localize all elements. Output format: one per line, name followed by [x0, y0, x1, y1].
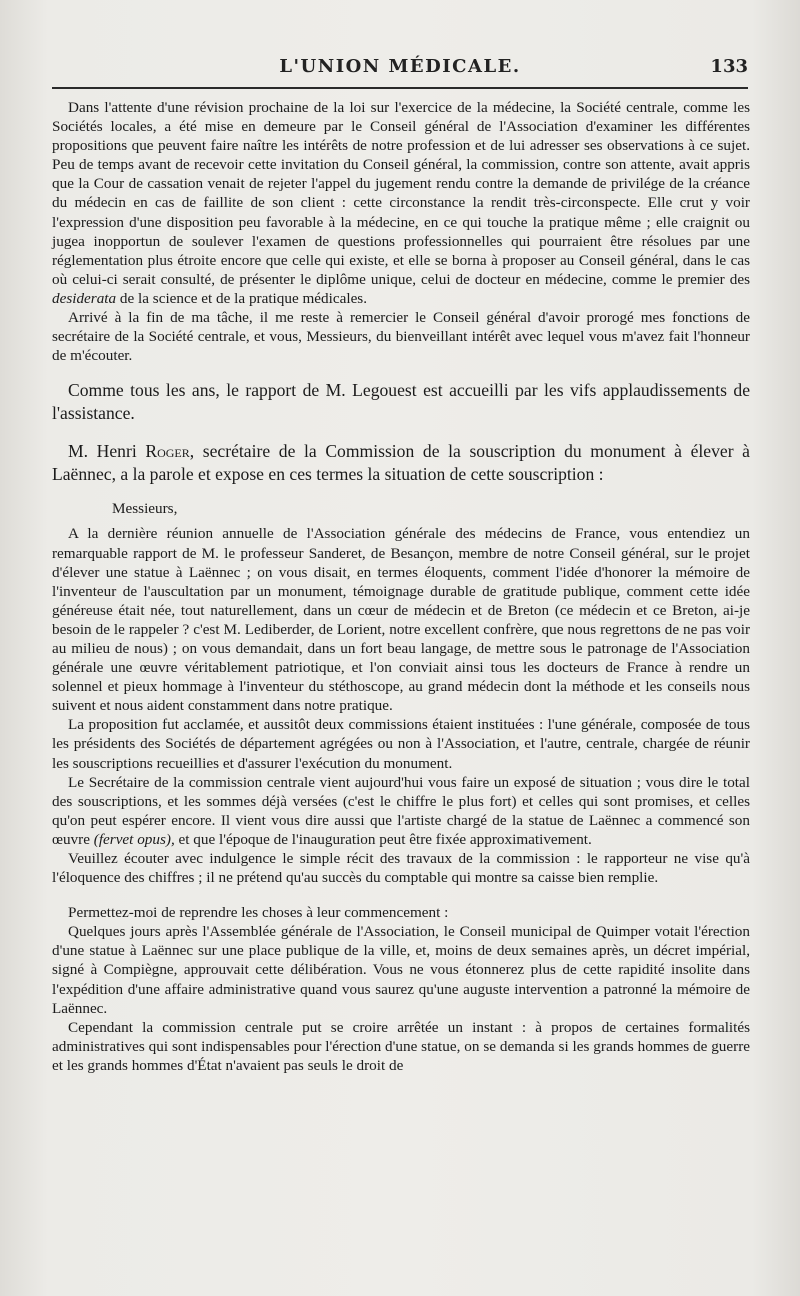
paragraph-text: , secrétaire de la Commission de la souscription du monument à élever à Laënnec, a la parole et expose en ces termes la situation de cette souscription :: [52, 441, 750, 484]
paragraph: Quelques jours après l'Assemblée générale de l'Association, le Conseil municipal de Quimper votait l'érection d'une statue à Laënnec sur une place publique de la ville, et, moins de deux semaines après, un décret impérial, signé à Compiègne, approuvait cette délibération. Vous ne vous étonnerez plus de cette rapidité insolite dans l'expédition d'une affaire administrative quand vous saurez qu'une auguste intervention a patronné la mémoire de Laënnec.: [52, 923, 750, 1017]
paragraph: Permettez-moi de reprendre les choses à leur commencement :: [68, 904, 449, 922]
italic-term: desiderata: [52, 289, 117, 307]
salutation: Messieurs,: [112, 500, 178, 518]
paragraph: Cependant la commission centrale put se croire arrêtée un instant : à propos de certaines formalités administratives qui sont indispensables pour l'érection d'une statue, on se demanda si les grands hommes de guerre et les grands hommes d'État n'avaient pas seuls le droit de: [52, 1018, 750, 1074]
running-title: L'UNION MÉDICALE.: [279, 56, 521, 77]
paragraph: A la dernière réunion annuelle de l'Association générale des médecins de France, vous entendiez un remarquable rapport de M. le professeur Sanderet, de Besançon, membre de notre Conseil général, sur le projet d'élever une statue à Laënnec ; on vous disait, en termes éloquents, comment l'idée d'honorer la mémoire de l'inventeur de l'auscultation par un monument, témoignage durable de gratitude publique, comment cette idée généreuse était née, tout naturellement, dans un cœur de médecin et de Breton (ce médecin et ce Breton, ai-je besoin de le rappeler ? c'est M. Lediberder, de Lorient, notre excellent confrère, que nous regrettons de ne pas voir au milieu de nous) ; on vous demandait, dans un fort beau langage, de mettre sous le patronage de l'Association générale une œuvre véritablement patriotique, et l'on conviait ainsi tous les docteurs de France à rendre un solennel et pieux hommage à l'inventeur du stéthoscope, au grand médecin dont la méthode et les conseils nous suivent et nous aident constamment dans notre pratique.: [52, 525, 750, 715]
paragraph: [52, 98, 750, 308]
header-rule: [52, 87, 748, 89]
paragraph-text: et que l'époque de l'inauguration peut être fixée approximativement.: [178, 830, 592, 848]
paragraph: Arrivé à la fin de ma tâche, il me reste à remercier le Conseil général d'avoir prorogé mes fonctions de secrétaire de la Société centrale, et vous, Messieurs, du bienveillant intérêt avec lequel vous m'avez fait l'honneur de m'écouter.: [52, 309, 750, 365]
page-number: 133: [710, 56, 748, 77]
page-header: [52, 50, 748, 80]
paragraph: La proposition fut acclamée, et aussitôt deux commissions étaient instituées : l'une générale, composée de tous les présidents des Sociétés de département agrégées ou non à l'Association, et l'autre, centrale, chargée de réunir les souscriptions recueillies et d'assurer l'exécution du monument.: [52, 716, 750, 772]
applause-paragraph: Comme tous les ans, le rapport de M. Legouest est accueilli par les vifs applaudissements de l'assistance.: [52, 380, 750, 423]
paragraph: Veuillez écouter avec indulgence le simple récit des travaux de la commission : le rapporteur ne vise qu'à l'éloquence des chiffres ; il ne prétend qu'au succès du comptable qui montre sa caisse bien remplie.: [52, 850, 750, 887]
paragraph-text: Le Secrétaire de la commission centrale vient aujourd'hui vous faire un exposé de situation ; vous dire le total des souscriptions, et les sommes déjà versées (c'est le chiffre le plus fort) et celles qui sont promises, et celles qu'on peut espérer encore. Il vient vous dire aussi que l'artiste chargé de la statue de Laënnec a commencé son œuvre: [52, 773, 750, 848]
italic-phrase: (fervet opus),: [93, 830, 175, 848]
speaker-name-initial: M. Henri R: [68, 441, 158, 462]
speaker-intro-paragraph: [52, 440, 750, 485]
paragraph-text: de la science et de la pratique médicales.: [119, 289, 368, 307]
paragraph: [52, 773, 750, 849]
paragraph-text: Dans l'attente d'une révision prochaine de la loi sur l'exercice de la médecine, la Société centrale, comme les Sociétés locales, a été mise en demeure par le Conseil général de l'Association d'examiner les différentes propositions que peuvent faire naître les intérêts de notre profession et de lui adresser ses observations à ce sujet. Peu de temps avant de recevoir cette invitation du Conseil général, la commission, contre son attente, avait appris que la Cour de cassation venait de rejeter l'appel du jugement rendu contre la demande de privilége de la créance du médecin en cas de faillite de son client : cette circonstance la rendit très-circonspecte. Elle crut y voir l'expression d'une disposition peu favorable à la médecine, en ce qui touche la pratique même ; elle craignit ou jugea inopportun de soulever l'examen de questions professionnelles qui pourraient être résolues par une réglementation plus étroite encore que celle qui existe, et elle se borna à proposer au Conseil général, dans le cas où celui-ci serait consulté, de présenter le diplôme unique, celui de docteur en médecine, comme le premier des: [52, 99, 750, 288]
body-text: [52, 98, 750, 1075]
speaker-name-rest: oger: [157, 441, 190, 462]
